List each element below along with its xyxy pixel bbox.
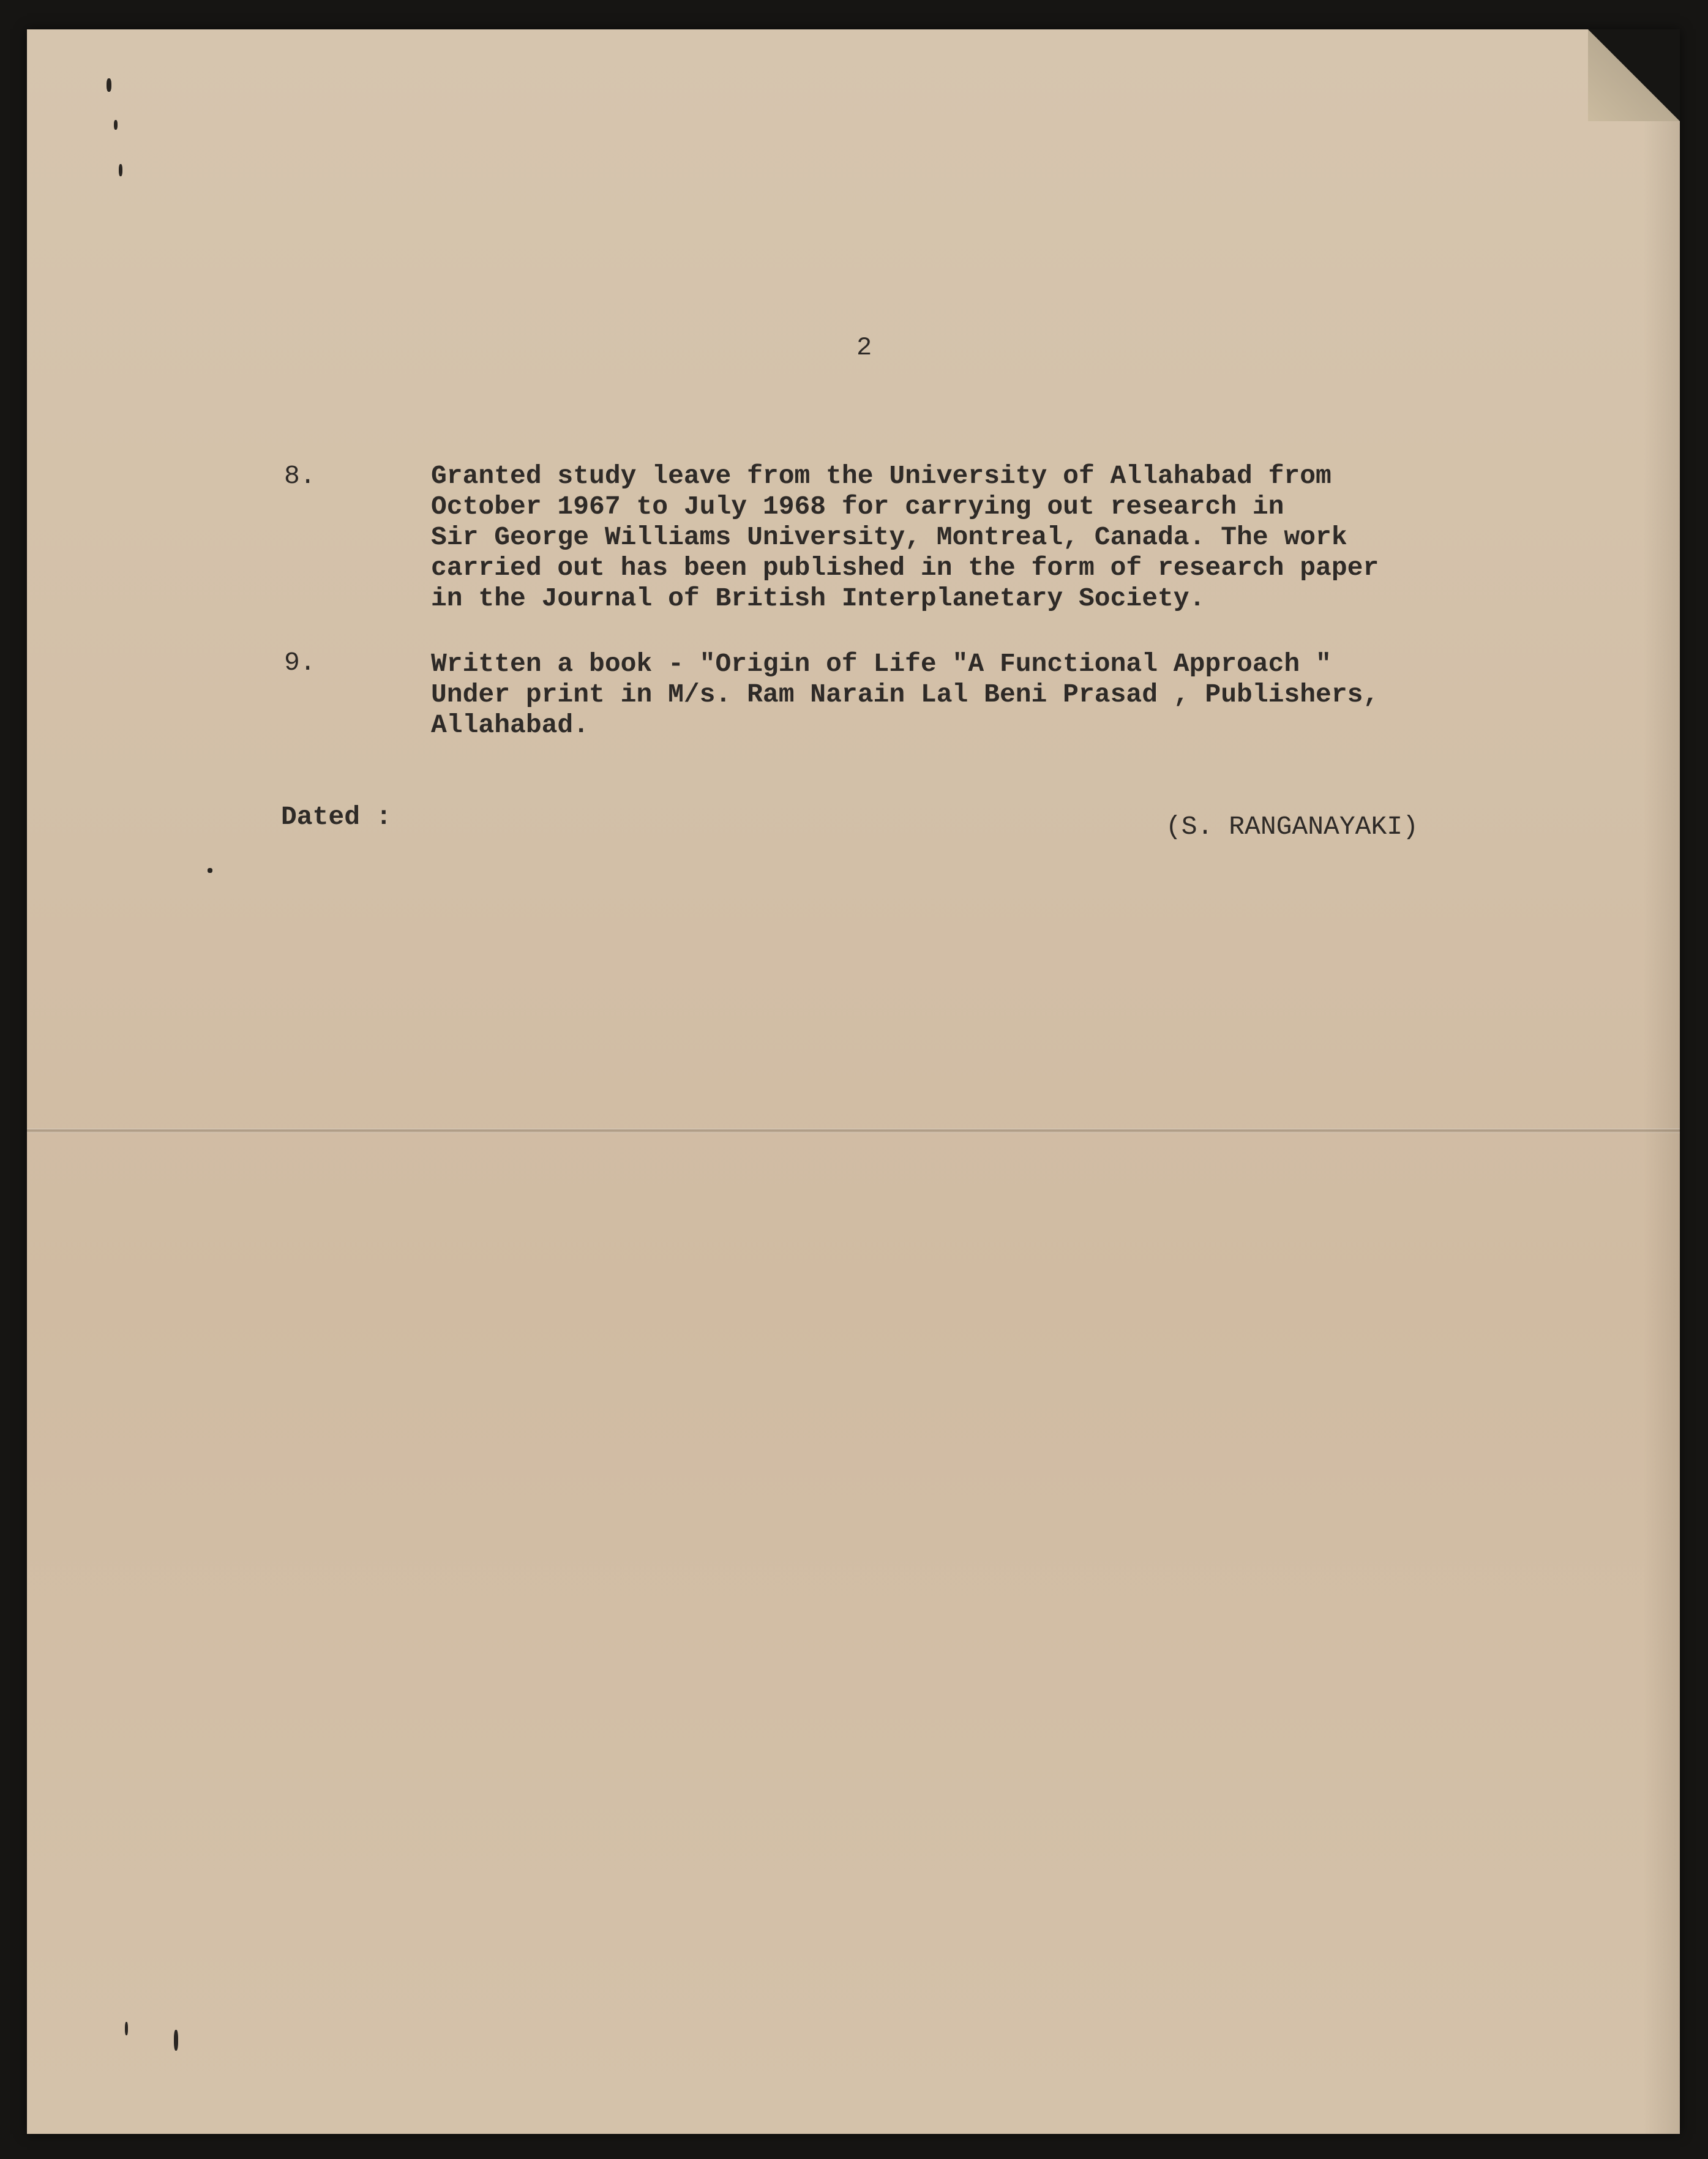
dated-label: Dated :: [281, 802, 392, 832]
page-edge-shadow: [1643, 29, 1680, 2134]
ink-speck: [208, 868, 212, 873]
list-item-text: [431, 649, 1379, 741]
text-line: in the Journal of British Interplanetary Society.: [431, 583, 1205, 613]
ink-speck: [119, 164, 122, 176]
document-page: [27, 29, 1680, 2134]
list-item-number: 8.: [284, 461, 316, 491]
text-line: carried out has been published in the form of research paper: [431, 553, 1379, 583]
paper-fold-line: [27, 1128, 1680, 1133]
ink-speck: [114, 120, 118, 130]
ink-speck: [125, 2022, 128, 2035]
list-item-number: 9.: [284, 648, 316, 678]
paper-watermark: [27, 238, 1680, 392]
text-line: Granted study leave from the University of Allahabad from: [431, 461, 1332, 491]
paper-watermark: [27, 1945, 1680, 2100]
page-number: 2: [856, 333, 872, 362]
folded-corner-gap: [1588, 29, 1680, 121]
paper-watermark: [27, 1364, 1680, 1519]
signature-name: (S. RANGANAYAKI): [1166, 812, 1418, 842]
text-line: Written a book - "Origin of Life "A Functional Approach ": [431, 649, 1332, 679]
text-line: October 1967 to July 1968 for carrying out research in: [431, 492, 1284, 522]
ink-speck: [107, 78, 111, 92]
ink-speck: [174, 2030, 178, 2051]
text-line: Allahabad.: [431, 710, 590, 740]
text-line: Sir George Williams University, Montreal, Canada. The work: [431, 522, 1347, 552]
list-item-text: [431, 461, 1379, 614]
text-line: Under print in M/s. Ram Narain Lal Beni Prasad , Publishers,: [431, 679, 1379, 709]
